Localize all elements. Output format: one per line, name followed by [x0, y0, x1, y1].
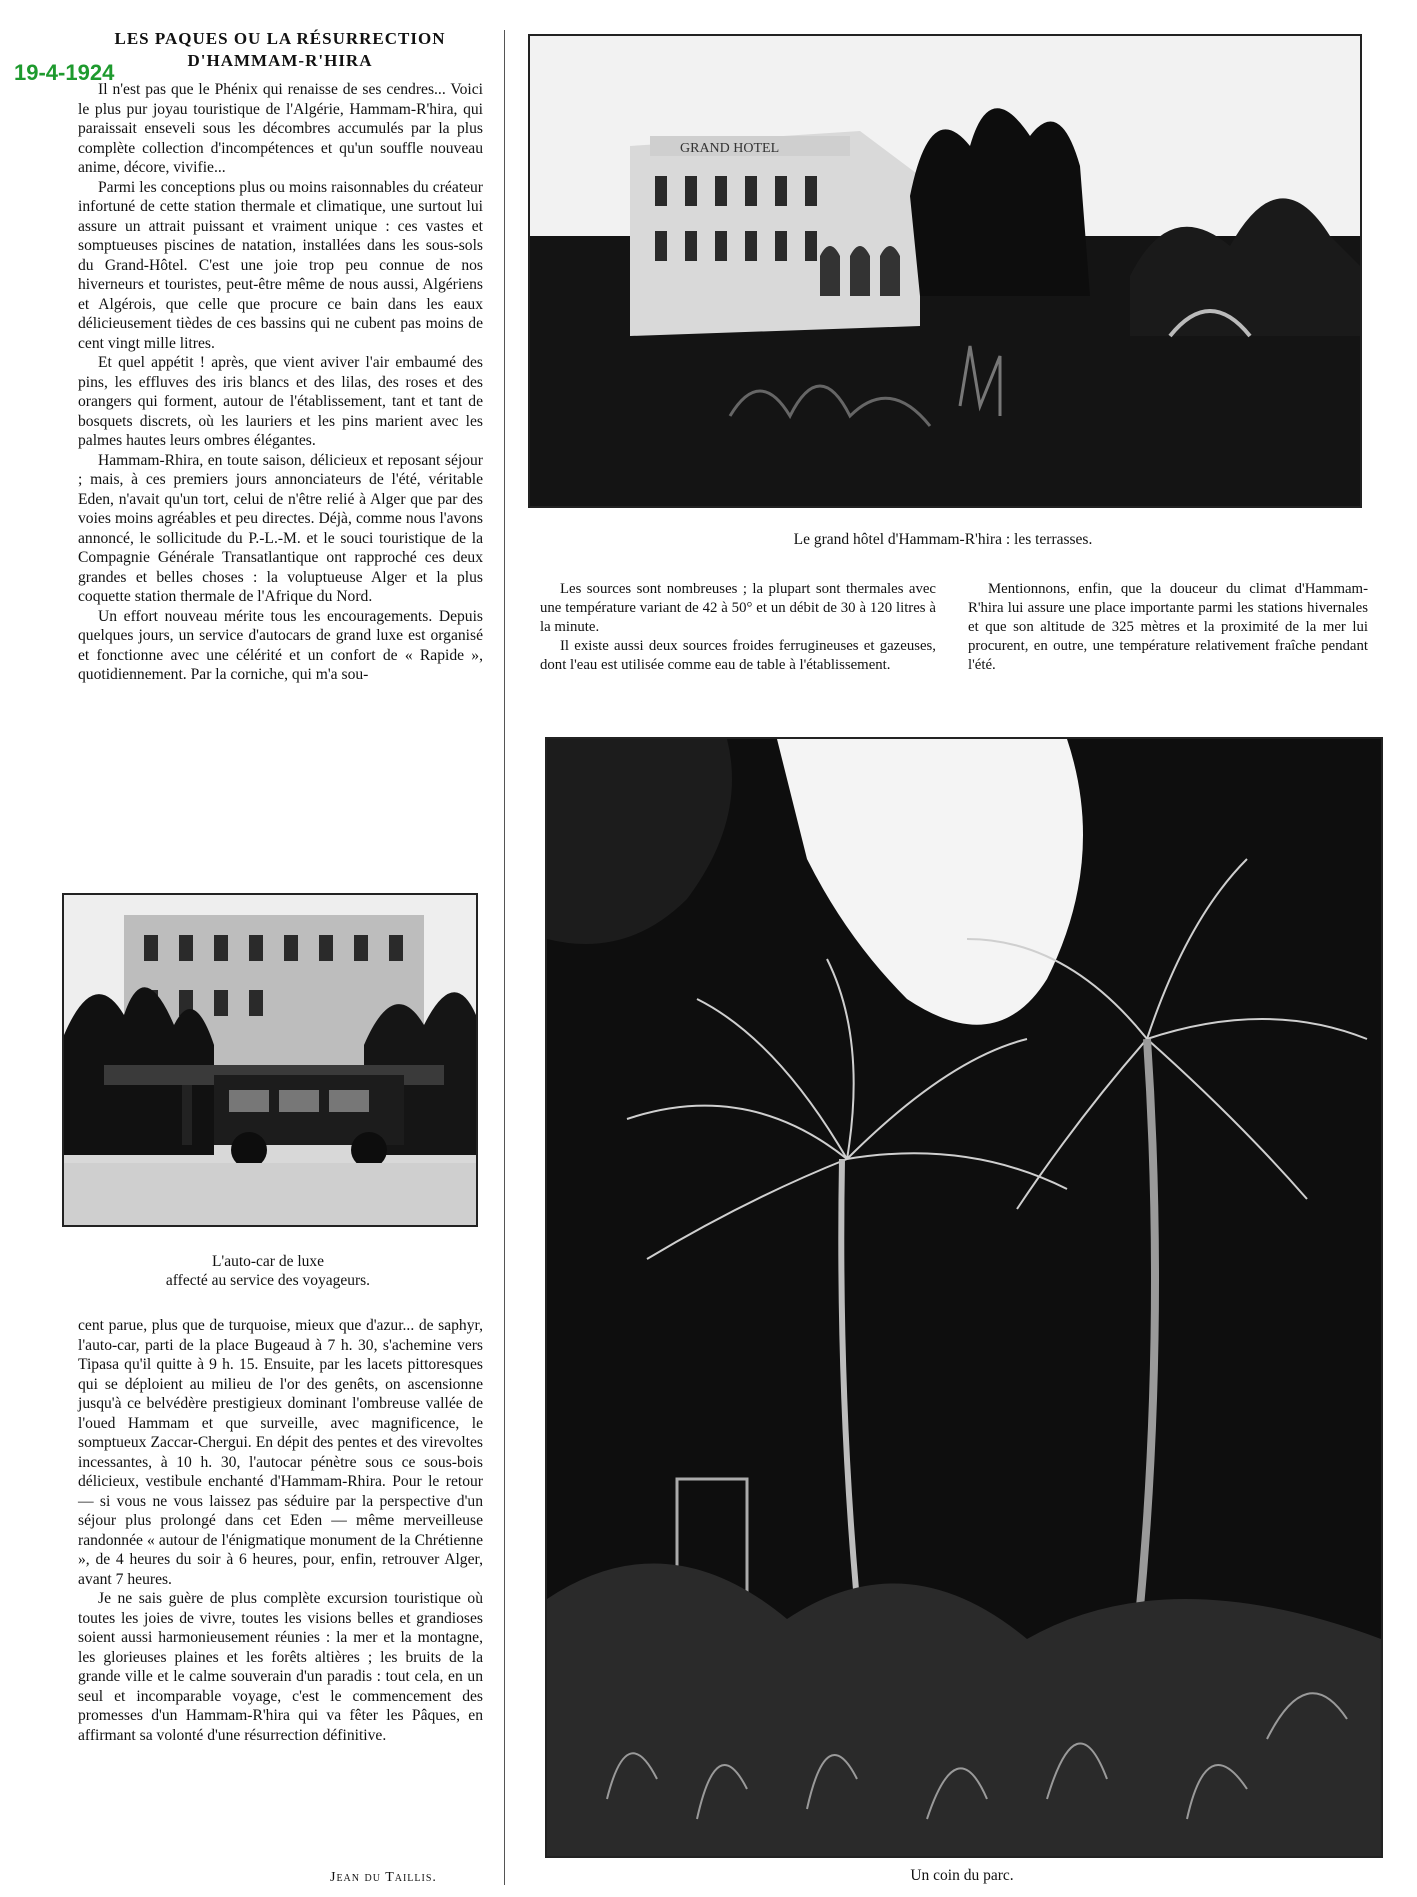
article-column-1-top	[78, 80, 483, 685]
headline-line-1: LES PAQUES OU LA RÉSURRECTION	[114, 29, 446, 48]
caption-line-2: affecté au service des voyageurs.	[165, 1272, 371, 1289]
article-column-1-bottom	[78, 1316, 483, 1745]
paragraph: Parmi les conceptions plus ou moins raisonnables du créateur infortuné de cette station thermale et climatique, une surtout lui assure un attrait puissant et vraiment unique : ces vastes et somptueuses piscines de natation, installées dans les sous-sols du Grand-Hôtel. C'est une joie trop peu connue de nos hiverneurs et touristes, peut-être même de nous aussi, Algériens et Algérois, que celle que procure ce bain dans les eaux délicieusement tièdes de ces bassins qui ne cubent pas moins de cent vingt mille litres.	[78, 178, 483, 352]
paragraph: cent parue, plus que de turquoise, mieux que d'azur... de saphyr, l'auto-car, parti de la place Bugeaud à 7 h. 30, s'achemine vers Tipasa qu'il quitte à 9 h. 15. Ensuite, par les lacets pittoresques qui se déploient au milieu de l'or des genêts, on ascensionne jusqu'à ce belvédère prestigieux dominant l'ombreuse vallée de l'oued Hammam et que surveille, avec magnificence, le somptueux Zaccar-Chergui. En dépit des pentes et des virevoltes incessantes, à 10 h. 30, l'autocar pénètre sous ce sous-bois délicieux, vestibule enchanté d'Hammam-Rhira. Pour le retour — si vous ne vous laissez pas séduire par la perspective d'un séjour plus prolongé dans cet Eden — même merveilleuse randonnée « autour de l'énigmatique monument de la Chrétienne », de 4 heures du soir à 6 heures, pour, enfin, retrouver Alger, avant 7 heures.	[78, 1317, 483, 1588]
headline-line-2: D'HAMMAM-R'HIRA	[187, 51, 373, 70]
paragraph: Je ne sais guère de plus complète excursion touristique où toutes les joies de vivre, toutes les visions belles et grandioses soient aussi harmonieusement réunies : la mer et la montagne, les glorieuses plaines et les forêts altières ; les bruits de la grande ville et le calme souverain d'un paradis : tout cela, en un seul et incomparable voyage, c'est le commencement des promesses d'un Hammam-R'hira qui va fêter les Pâques, en affirmant sa volonté d'une résurrection définitive.	[78, 1590, 483, 1744]
autocar-photo	[62, 893, 478, 1227]
hotel-caption: Le grand hôtel d'Hammam-R'hira : les terrasses.	[793, 531, 1093, 548]
autocar-caption	[62, 1252, 474, 1290]
paragraph: Mentionnons, enfin, que la douceur du climat d'Hammam-R'hira lui assure une place importante parmi les stations hivernales et que son altitude de 325 mètres et la proximité de la mer lui procurent, en outre, une température relativement fraîche pendant l'été.	[968, 581, 1368, 673]
date-stamp: 19-4-1924	[14, 60, 115, 85]
paragraph: Il existe aussi deux sources froides ferrugineuses et gazeuses, dont l'eau est utilisée comme eau de table à l'établissement.	[540, 638, 936, 673]
author-signature: Jean du Taillis.	[330, 1870, 437, 1885]
paragraph: Hammam-Rhira, en toute saison, délicieux et reposant séjour ; mais, à ces premiers jours annonciateurs de l'été, véritable Eden, n'avait qu'un tort, celui de n'être relié à Alger que par des voies moins agréables et peu directes. Déjà, comme nous l'avons annoncé, le sollicitude du P.-L.-M. et le souci touristique de la Compagnie Générale Transatlantique ont rapproché ces deux grandes et belles choses : la voluptueuse Alger et la plus coquette station thermale de l'Afrique du Nord.	[78, 451, 483, 605]
park-caption: Un coin du parc.	[910, 1867, 1014, 1884]
hotel-sign-text: GRAND HOTEL	[680, 141, 780, 156]
hotel-terraces-photo	[528, 34, 1362, 508]
paragraph: Il n'est pas que le Phénix qui renaisse de ses cendres... Voici le plus pur joyau touristique de l'Algérie, Hammam-R'hira, qui paraissait enseveli sous les décombres accumulés par la plus complète collection d'incompétences et qu'un souffle nouveau anime, décore, vivifie...	[78, 81, 483, 176]
column-divider	[504, 30, 505, 1885]
article-column-3	[968, 580, 1368, 675]
park-photo	[545, 737, 1383, 1858]
headline	[80, 28, 480, 72]
paragraph: Un effort nouveau mérite tous les encouragements. Depuis quelques jours, un service d'autocars de grand luxe est organisé et fonctionne avec une célérité et un confort de « Rapide », quotidiennement. Par la corniche, qui m'a sou-	[78, 607, 483, 683]
paragraph: Et quel appétit ! après, que vient aviver l'air embaumé des pins, les effluves des iris blancs et des lilas, des roses et des orangers qui forment, autour de l'établissement, tant et tant de bosquets discrets, où les lauriers et les pins marient avec les palmes hautes leurs ombres élégantes.	[78, 354, 483, 449]
article-column-2	[540, 580, 936, 675]
caption-line-1: L'auto-car de luxe	[211, 1253, 325, 1270]
paragraph: Les sources sont nombreuses ; la plupart sont thermales avec une température variant de 42 à 50° et un débit de 30 à 120 litres à la minute.	[540, 581, 936, 635]
